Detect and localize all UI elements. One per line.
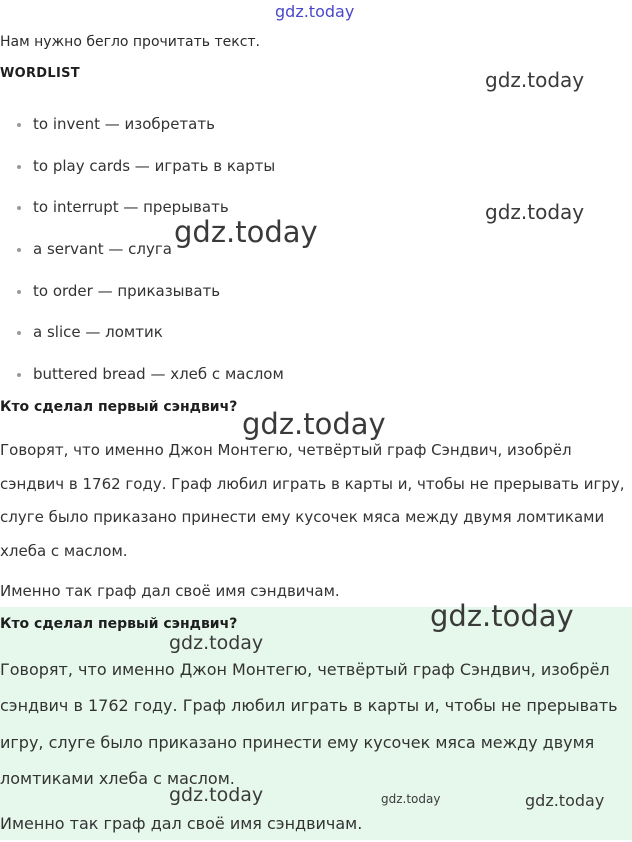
answer-question-heading: Кто сделал первый сэндвич? bbox=[0, 616, 238, 632]
bullet-icon bbox=[17, 123, 21, 127]
watermark: gdz.today bbox=[242, 407, 386, 441]
wordlist-item bbox=[0, 354, 284, 396]
wordlist-item-text: to interrupt — прерывать bbox=[33, 198, 229, 217]
wordlist-item-text: to invent — изобретать bbox=[33, 115, 215, 133]
bullet-icon bbox=[17, 165, 21, 169]
bullet-icon bbox=[17, 290, 21, 294]
text-paragraph-2: Именно так граф дал своё имя сэндвичам. bbox=[0, 582, 340, 600]
wordlist bbox=[0, 104, 284, 396]
wordlist-item-text: a slice — ломтик bbox=[33, 323, 163, 342]
question-heading: Кто сделал первый сэндвич? bbox=[0, 399, 238, 415]
text-paragraph-1: Говорят, что именно Джон Монтегю, четвёртый граф Сэндвич, изобрёл сэндвич в 1762 году. Граф любил играть в карты и, чтобы не прерывать игру, слуге было приказано принести ему кусочек мяса между двумя ломтиками хлеба с маслом. bbox=[0, 441, 625, 560]
wordlist-item-text: buttered bread — хлеб с маслом bbox=[33, 365, 284, 384]
watermark: gdz.today bbox=[169, 784, 264, 806]
watermark: gdz.today bbox=[381, 792, 441, 806]
watermark: gdz.today bbox=[275, 2, 355, 21]
watermark: gdz.today bbox=[169, 632, 264, 654]
wordlist-item bbox=[0, 104, 284, 146]
wordlist-item-text: to order — приказывать bbox=[33, 281, 221, 300]
watermark: gdz.today bbox=[525, 791, 605, 810]
wordlist-item-text: a servant — слуга bbox=[33, 240, 172, 259]
wordlist-title: WORDLIST bbox=[0, 66, 80, 81]
wordlist-item bbox=[0, 312, 284, 354]
intro-text: Нам нужно бегло прочитать текст. bbox=[0, 34, 260, 50]
answer-paragraph-1: Говорят, что именно Джон Монтегю, четвёртый граф Сэндвич, изобрёл сэндвич в 1762 году. Граф любил играть в карты и, чтобы не прерывать игру, слуге было приказано принести ему кусочек мяса между двумя ломтиками хлеба с маслом. bbox=[0, 660, 618, 788]
bullet-icon bbox=[17, 248, 21, 252]
watermark: gdz.today bbox=[174, 215, 318, 249]
watermark: gdz.today bbox=[430, 599, 574, 633]
bullet-icon bbox=[17, 373, 21, 377]
watermark: gdz.today bbox=[485, 200, 585, 224]
wordlist-item-text: to play cards — играть в карты bbox=[33, 156, 276, 175]
wordlist-item bbox=[0, 146, 284, 188]
bullet-icon bbox=[17, 331, 21, 335]
watermark: gdz.today bbox=[485, 68, 585, 92]
answer-paragraph-2: Именно так граф дал своё имя сэндвичам. bbox=[0, 814, 363, 833]
bullet-icon bbox=[17, 206, 21, 210]
wordlist-item bbox=[0, 271, 284, 313]
